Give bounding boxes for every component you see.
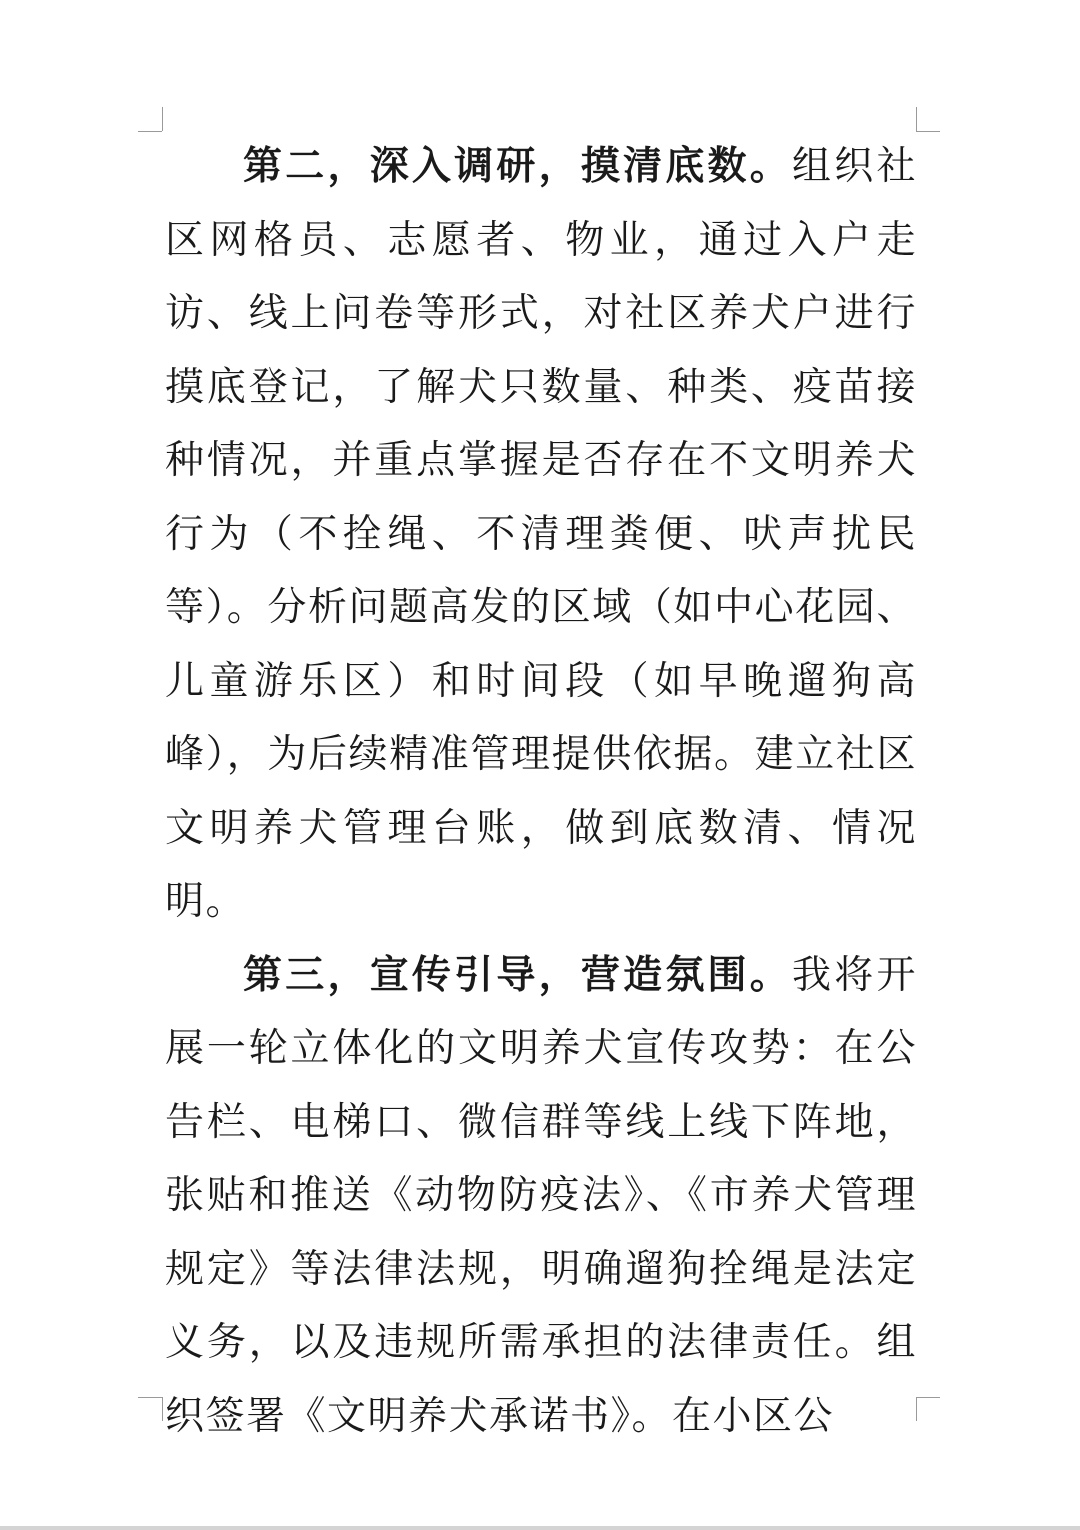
document-body <box>165 130 917 1453</box>
bottom-left-margin-mark <box>138 1397 163 1422</box>
top-right-margin-mark <box>916 107 941 132</box>
paragraph-3 <box>165 939 917 1454</box>
paragraph-2 <box>165 130 917 939</box>
page-boundary <box>0 1526 1080 1530</box>
paragraph-3-text: 我将开展一轮立体化的文明养犬宣传攻势：在公告栏、电梯口、微信群等线上线下阵地，张贴和推送《动物防疫法》、《市养犬管理规定》等法律法规，明确遛狗拴绳是法定义务，以及违规所需承担的法律责任。组织签署《文明养犬承诺书》。在小区公 <box>165 952 917 1439</box>
top-left-margin-mark <box>138 107 163 132</box>
bottom-right-margin-mark <box>916 1397 941 1422</box>
paragraph-2-text: 组织社区网格员、志愿者、物业，通过入户走访、线上问卷等形式，对社区养犬户进行摸底登记，了解犬只数量、种类、疫苗接种情况，并重点掌握是否存在不文明养犬行为（不拴绳、不清理粪便、吠声扰民等）。分析问题高发的区域（如中心花园、儿童游乐区）和时间段（如早晚遛狗高峰），为后续精准管理提供依据。建立社区文明养犬管理台账，做到底数清、情况明。 <box>165 144 917 924</box>
paragraph-3-heading: 第三，宣传引导，营造氛围。 <box>243 952 793 998</box>
paragraph-2-heading: 第二，深入调研，摸清底数。 <box>243 144 793 189</box>
